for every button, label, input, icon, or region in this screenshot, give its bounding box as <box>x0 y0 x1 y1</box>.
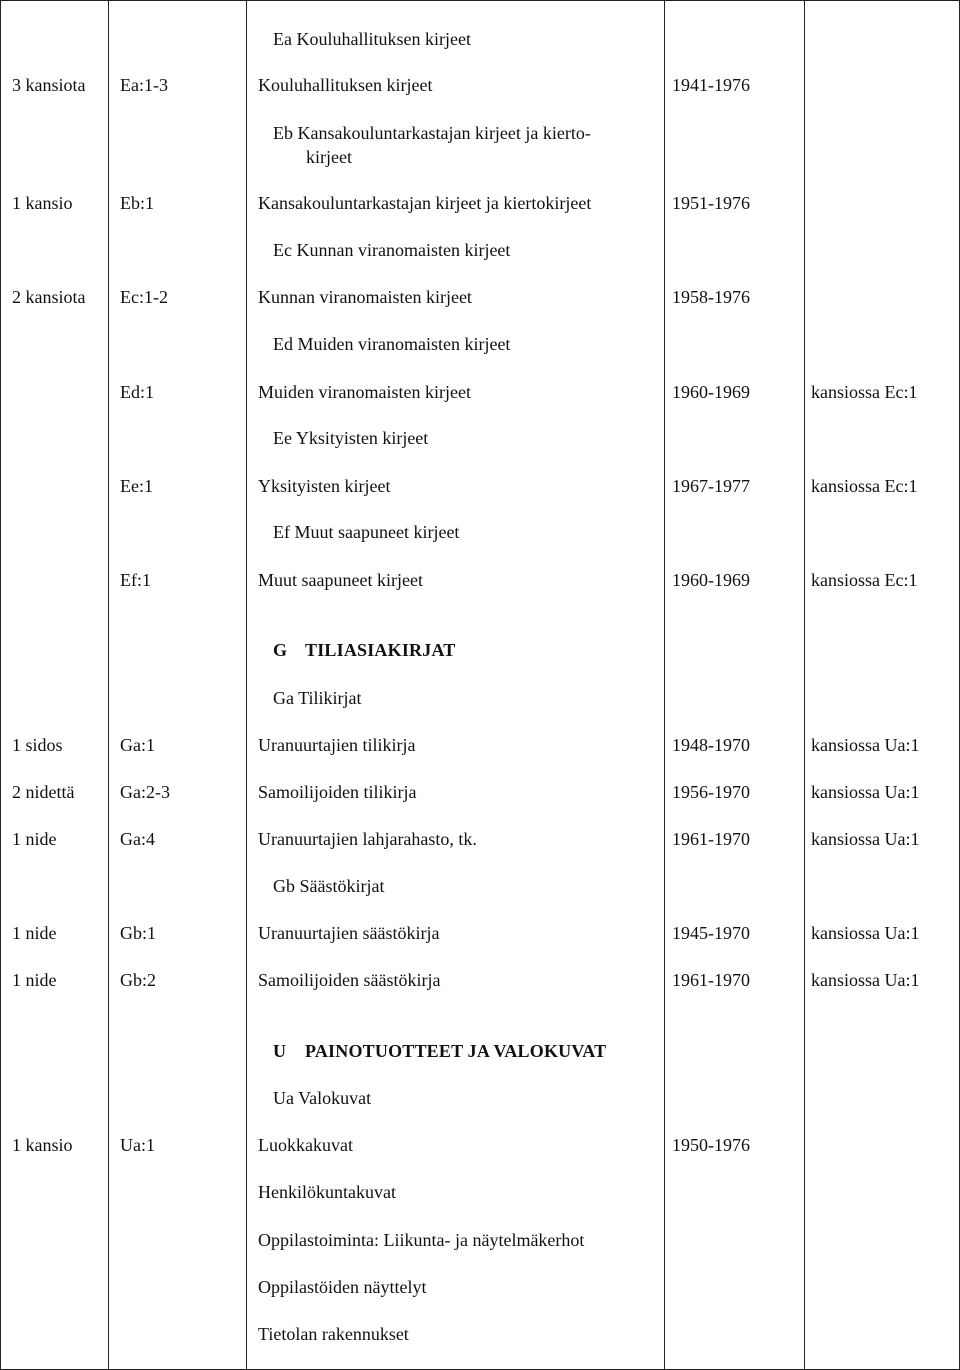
section-letter: U <box>273 1041 287 1061</box>
section-title: PAINOTUOTTEET JA VALOKUVAT <box>305 1041 607 1061</box>
table-row <box>0 826 960 852</box>
signum: Ef:1 <box>120 570 151 590</box>
location-note: kansiossa Ua:1 <box>811 735 920 755</box>
subsection-heading: Ga Tilikirjat <box>273 688 362 708</box>
list-item <box>0 1321 960 1347</box>
signum: Ua:1 <box>120 1135 155 1155</box>
table-row <box>0 779 960 805</box>
signum: Ea:1-3 <box>120 75 168 95</box>
location-note: kansiossa Ua:1 <box>811 829 920 849</box>
table-row <box>0 284 960 310</box>
table-row <box>0 72 960 98</box>
subsection-heading: Gb Säästökirjat <box>273 876 385 896</box>
quantity: 1 nide <box>12 970 57 990</box>
subsection-heading: Eb Kansakouluntarkastajan kirjeet ja kierto- <box>273 123 591 143</box>
table-row <box>0 732 960 758</box>
subsection-heading: Ec Kunnan viranomaisten kirjeet <box>273 240 511 260</box>
row-title: Muiden viranomaisten kirjeet <box>258 382 471 402</box>
photo-item: Oppilastöiden näyttelyt <box>258 1277 427 1297</box>
subsection-heading-continued: kirjeet <box>306 147 352 167</box>
photo-item: Henkilökuntakuvat <box>258 1182 396 1202</box>
quantity: 2 nidettä <box>12 782 75 802</box>
quantity: 1 nide <box>12 923 57 943</box>
location-note: kansiossa Ua:1 <box>811 970 920 990</box>
row-title: Uranuurtajien tilikirja <box>258 735 416 755</box>
signum: Gb:1 <box>120 923 156 943</box>
table-row <box>0 473 960 499</box>
location-note: kansiossa Ua:1 <box>811 782 920 802</box>
quantity: 1 kansio <box>12 193 73 213</box>
years: 1945-1970 <box>672 923 750 943</box>
years: 1950-1976 <box>672 1135 750 1155</box>
years: 1948-1970 <box>672 735 750 755</box>
subsection-heading: Ua Valokuvat <box>273 1088 372 1108</box>
row-title: Muut saapuneet kirjeet <box>258 570 423 590</box>
list-item <box>0 1274 960 1300</box>
years: 1960-1969 <box>672 570 750 590</box>
row-title: Uranuurtajien lahjarahasto, tk. <box>258 829 477 849</box>
table-row <box>0 567 960 593</box>
years: 1958-1976 <box>672 287 750 307</box>
row-title: Kunnan viranomaisten kirjeet <box>258 287 472 307</box>
table-row <box>0 190 960 216</box>
subsection-heading: Ed Muiden viranomaisten kirjeet <box>273 334 511 354</box>
section-heading <box>273 638 456 662</box>
photo-item: Oppilastoiminta: Liikunta- ja näytelmäkerhot <box>258 1230 585 1250</box>
row-title: Samoilijoiden säästökirja <box>258 970 441 990</box>
section-heading <box>273 1039 606 1063</box>
row-title: Kouluhallituksen kirjeet <box>258 75 433 95</box>
section-title: TILIASIAKIRJAT <box>305 640 456 660</box>
quantity: 1 sidos <box>12 735 63 755</box>
table-row <box>0 967 960 993</box>
signum: Ec:1-2 <box>120 287 168 307</box>
quantity: 3 kansiota <box>12 75 86 95</box>
signum: Ee:1 <box>120 476 153 496</box>
row-title: Kansakouluntarkastajan kirjeet ja kiertokirjeet <box>258 193 592 213</box>
table-row <box>0 379 960 405</box>
location-note: kansiossa Ec:1 <box>811 476 918 496</box>
years: 1961-1970 <box>672 970 750 990</box>
row-title: Luokkakuvat <box>258 1135 353 1155</box>
quantity: 1 nide <box>12 829 57 849</box>
signum: Ed:1 <box>120 382 154 402</box>
signum: Ga:4 <box>120 829 155 849</box>
years: 1956-1970 <box>672 782 750 802</box>
quantity: 1 kansio <box>12 1135 73 1155</box>
signum: Gb:2 <box>120 970 156 990</box>
photo-item: Tietolan rakennukset <box>258 1324 409 1344</box>
signum: Eb:1 <box>120 193 154 213</box>
row-title: Yksityisten kirjeet <box>258 476 391 496</box>
row-title: Uranuurtajien säästökirja <box>258 923 440 943</box>
row-title: Samoilijoiden tilikirja <box>258 782 417 802</box>
years: 1941-1976 <box>672 75 750 95</box>
years: 1961-1970 <box>672 829 750 849</box>
signum: Ga:2-3 <box>120 782 170 802</box>
subsection-heading: Ea Kouluhallituksen kirjeet <box>273 29 471 49</box>
years: 1960-1969 <box>672 382 750 402</box>
quantity: 2 kansiota <box>12 287 86 307</box>
location-note: kansiossa Ec:1 <box>811 382 918 402</box>
subsection-heading: Ef Muut saapuneet kirjeet <box>273 522 460 542</box>
signum: Ga:1 <box>120 735 155 755</box>
years: 1967-1977 <box>672 476 750 496</box>
table-row <box>0 920 960 946</box>
list-item <box>0 1227 960 1253</box>
section-letter: G <box>273 640 288 660</box>
location-note: kansiossa Ua:1 <box>811 923 920 943</box>
years: 1951-1976 <box>672 193 750 213</box>
location-note: kansiossa Ec:1 <box>811 570 918 590</box>
list-item <box>0 1179 960 1205</box>
table-row <box>0 1132 960 1158</box>
subsection-heading: Ee Yksityisten kirjeet <box>273 428 429 448</box>
